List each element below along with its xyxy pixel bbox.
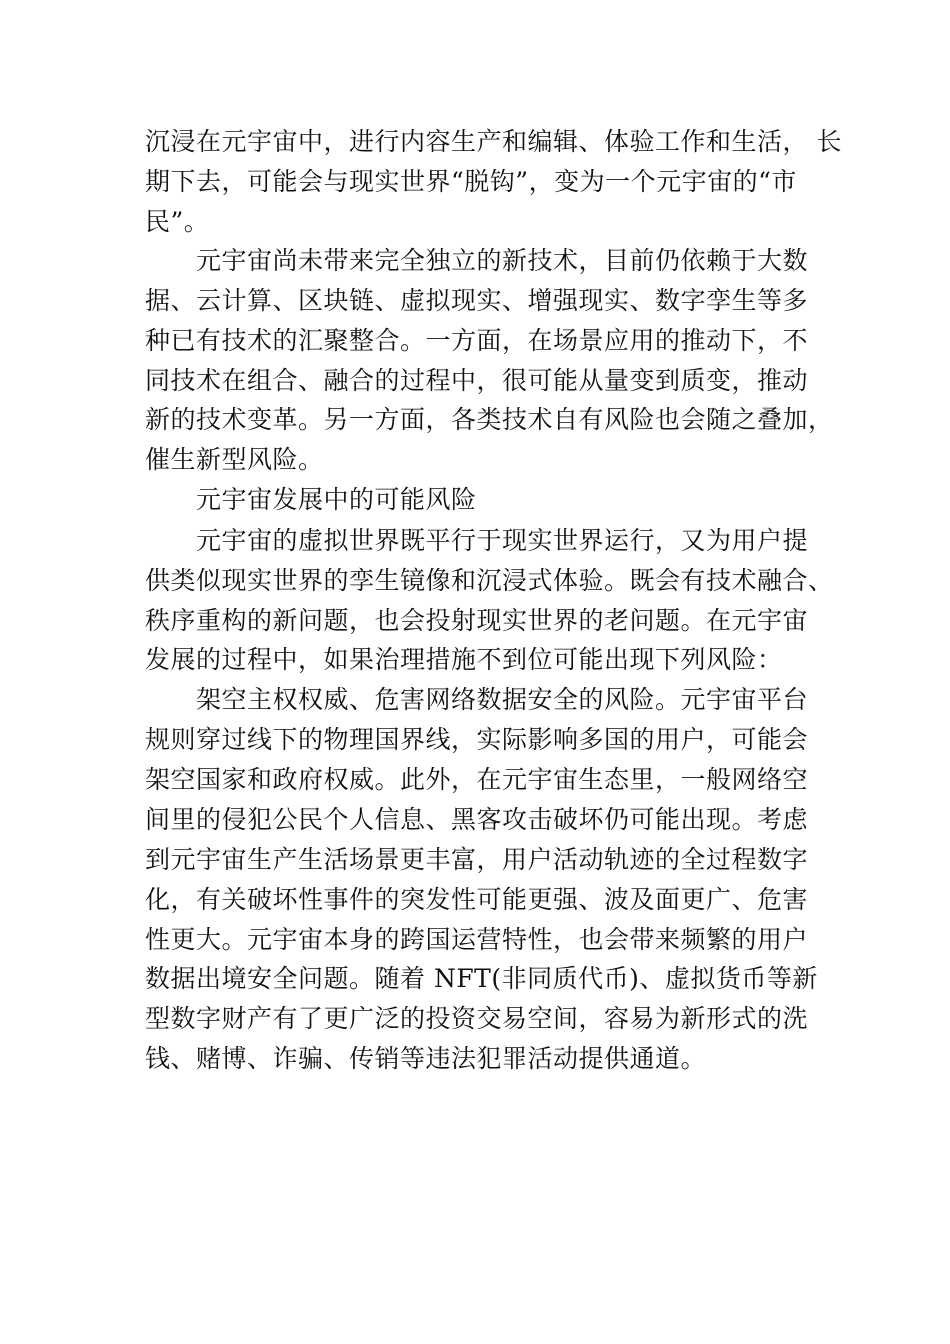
paragraph-4-line-3: 架空国家和政府权威。此外，在元宇宙生态里，一般网络空: [145, 765, 809, 794]
paragraph-1-line-1: 沉浸在元宇宙中，进行内容生产和编辑、体验工作和生活， 长: [145, 127, 842, 156]
paragraph-4-line-6: 化，有关破坏性事件的突发性可能更强、波及面更广、危害: [145, 885, 809, 914]
paragraph-4-line-8: 数据出境安全问题。随着 NFT(非同质代币)、虚拟货币等新: [145, 964, 818, 993]
paragraph-2-line-1: 元宇宙尚未带来完全独立的新技术，目前仍依赖于大数: [196, 246, 809, 275]
paragraph-4-line-2: 规则穿过线下的物理国界线，实际影响多国的用户，可能会: [145, 725, 809, 754]
paragraph-1-line-2: 期下去，可能会与现实世界“脱钩”，变为一个元宇宙的“市: [145, 167, 797, 196]
paragraph-4-line-5: 到元宇宙生产生活场景更丰富，用户活动轨迹的全过程数字: [145, 845, 809, 874]
paragraph-3-line-4: 发展的过程中，如果治理措施不到位可能出现下列风险：: [145, 645, 783, 674]
paragraph-2-line-3: 种已有技术的汇聚整合。一方面，在场景应用的推动下，不: [145, 326, 809, 355]
paragraph-3-line-2: 供类似现实世界的孪生镜像和沉浸式体验。既会有技术融合、: [145, 566, 834, 595]
paragraph-3-line-1: 元宇宙的虚拟世界既平行于现实世界运行，又为用户提: [196, 526, 809, 555]
paragraph-2-line-2: 据、云计算、区块链、虚拟现实、增强现实、数字孪生等多: [145, 286, 809, 315]
paragraph-1-line-3: 民”。: [145, 207, 210, 236]
paragraph-4-line-9: 型数字财产有了更广泛的投资交易空间，容易为新形式的洗: [145, 1004, 809, 1033]
paragraph-4-line-10: 钱、赌博、诈骗、传销等违法犯罪活动提供通道。: [145, 1044, 707, 1073]
paragraph-3-line-3: 秩序重构的新问题，也会投射现实世界的老问题。在元宇宙: [145, 606, 809, 635]
paragraph-2-line-5: 新的技术变革。另一方面，各类技术自有风险也会随之叠加，: [145, 405, 834, 434]
paragraph-4-line-7: 性更大。元宇宙本身的跨国运营特性，也会带来频繁的用户: [145, 925, 809, 954]
paragraph-2-line-4: 同技术在组合、融合的过程中，很可能从量变到质变，推动: [145, 366, 809, 395]
paragraph-4-line-4: 间里的侵犯公民个人信息、黑客攻击破坏仍可能出现。考虑: [145, 805, 809, 834]
paragraph-2-line-6: 催生新型风险。: [145, 445, 324, 474]
paragraph-4-line-1: 架空主权权威、危害网络数据安全的风险。元宇宙平台: [196, 685, 809, 714]
section-heading: 元宇宙发展中的可能风险: [196, 485, 477, 514]
